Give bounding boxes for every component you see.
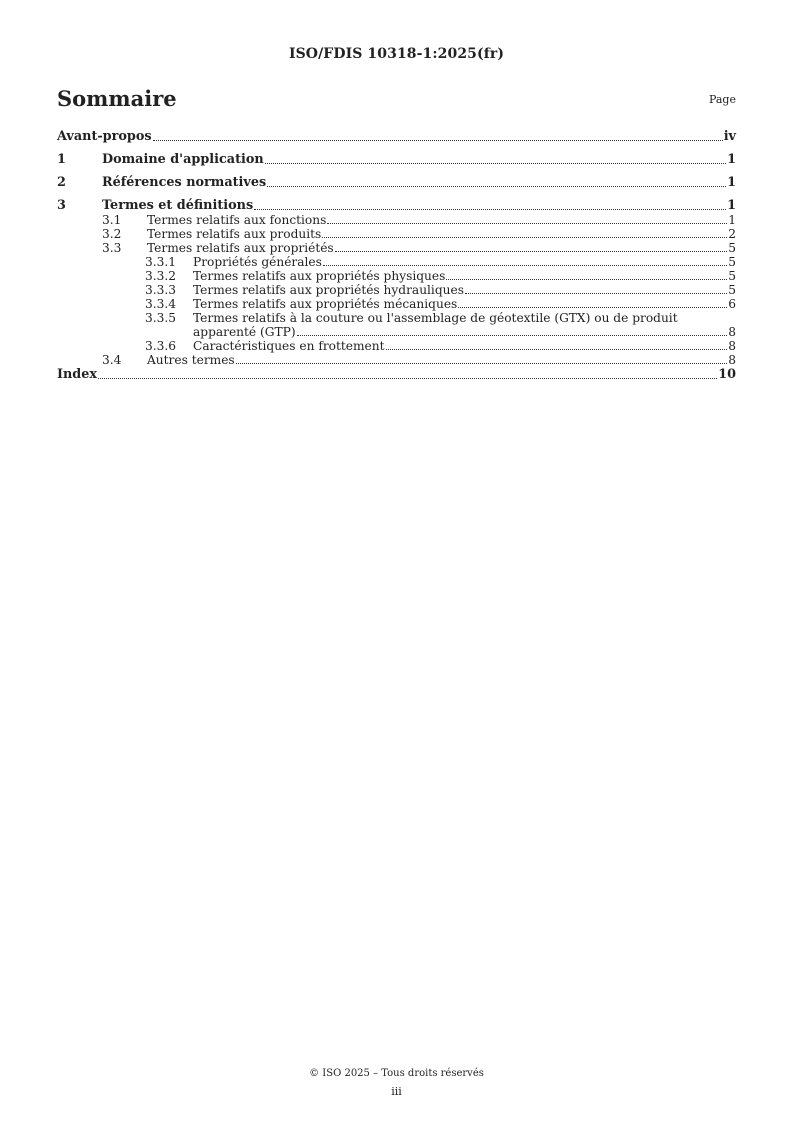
toc-entry-3-1[interactable] (57, 213, 736, 227)
toc-entry-title-line1: Termes relatifs à la couture ou l'assemblage de géotextile (GTX) ou de produit (193, 311, 678, 325)
toc-entry-number: 2 (57, 175, 66, 190)
document-header: ISO/FDIS 10318-1:2025(fr) (288, 46, 505, 62)
toc-entry-number: 3.3.3 (145, 283, 177, 297)
toc-entry-number: 3.1 (102, 213, 122, 227)
toc-entry-title: Autres termes (147, 353, 235, 367)
toc-entry-page: iv (723, 129, 736, 144)
toc-entry-number: 3.2 (102, 227, 122, 241)
toc-entry-title: Termes relatifs aux propriétés mécaniques (193, 297, 458, 311)
toc-entry-3-4[interactable] (57, 353, 736, 367)
toc-entry-number: 3 (57, 198, 66, 213)
toc-title: Sommaire (57, 86, 177, 111)
dot-leader (458, 307, 727, 308)
toc-entry-3-3[interactable] (57, 241, 736, 255)
toc-entry-title: Caractéristiques en frottement (193, 339, 385, 353)
toc-entry-number: 1 (57, 152, 66, 167)
dot-leader (153, 140, 723, 141)
toc-entry-number: 3.4 (102, 353, 122, 367)
footer-copyright: © ISO 2025 – Tous droits réservés (309, 1068, 484, 1079)
toc-entry-title: Index (57, 367, 98, 382)
toc-entry-page: 1 (728, 213, 736, 227)
toc-entry-title: Domaine d'application (102, 152, 264, 167)
toc-entry-page: 8 (728, 339, 736, 353)
toc-entry-3-3-3[interactable] (57, 283, 736, 297)
toc-entry-page: 6 (728, 297, 736, 311)
toc-entry-title: Propriétés générales (193, 255, 322, 269)
toc-entry-page: 5 (728, 255, 736, 269)
toc-entry-normative-references[interactable] (57, 175, 736, 190)
toc-entry-title: Termes relatifs aux fonctions (147, 213, 327, 227)
toc-entry-title: Termes relatifs aux propriétés (147, 241, 334, 255)
toc-entry-title: Termes relatifs aux propriétés hydrauliques (193, 283, 464, 297)
toc-entry-3-3-2[interactable] (57, 269, 736, 283)
footer-page-number: iii (391, 1085, 402, 1098)
dot-leader (98, 378, 717, 379)
toc-entry-3-3-4[interactable] (57, 297, 736, 311)
dot-leader (297, 335, 728, 336)
page-column-label: Page (708, 93, 736, 106)
toc-entry-number: 3.3.1 (145, 255, 177, 269)
dot-leader (465, 293, 727, 294)
dot-leader (322, 237, 727, 238)
toc-entry-page: 5 (728, 241, 736, 255)
dot-leader (386, 349, 728, 350)
toc-entry-3-3-6[interactable] (57, 339, 736, 353)
dot-leader (267, 186, 726, 187)
dot-leader (265, 163, 726, 164)
dot-leader (254, 209, 726, 210)
toc-entry-number: 3.3.4 (145, 297, 177, 311)
toc-entry-number: 3.3.6 (145, 339, 177, 353)
toc-entry-page: 5 (728, 283, 736, 297)
toc-entry-title-line2: apparenté (GTP) (193, 325, 296, 339)
toc-entry-number: 3.3.5 (145, 311, 177, 325)
toc-entry-number: 3.3 (102, 241, 122, 255)
toc-entry-foreword[interactable] (57, 129, 736, 144)
toc-entry-3-3-5[interactable] (57, 311, 736, 339)
toc-entry-index[interactable] (57, 367, 736, 382)
toc-entry-page: 8 (728, 325, 736, 339)
toc-entry-title: Termes et définitions (102, 198, 254, 213)
toc-entry-page: 5 (728, 269, 736, 283)
toc-entry-number: 3.3.2 (145, 269, 177, 283)
toc-entry-page: 1 (727, 152, 736, 167)
dot-leader (446, 279, 727, 280)
toc-entry-page: 2 (728, 227, 736, 241)
toc-entry-title: Termes relatifs aux propriétés physiques (193, 269, 446, 283)
table-of-contents (57, 129, 736, 382)
toc-entry-title: Termes relatifs aux produits (147, 227, 322, 241)
toc-entry-page: 10 (718, 367, 736, 382)
dot-leader (335, 251, 728, 252)
toc-entry-scope[interactable] (57, 152, 736, 167)
dot-leader (323, 265, 727, 266)
toc-entry-title: Avant-propos (57, 129, 152, 144)
dot-leader (236, 363, 728, 364)
toc-entry-3-3-1[interactable] (57, 255, 736, 269)
toc-entry-page: 8 (728, 353, 736, 367)
toc-entry-page: 1 (727, 198, 736, 213)
toc-entry-title: Références normatives (102, 175, 267, 190)
toc-entry-3-2[interactable] (57, 227, 736, 241)
dot-leader (327, 223, 727, 224)
toc-entry-page: 1 (727, 175, 736, 190)
toc-entry-terms-definitions[interactable] (57, 198, 736, 213)
